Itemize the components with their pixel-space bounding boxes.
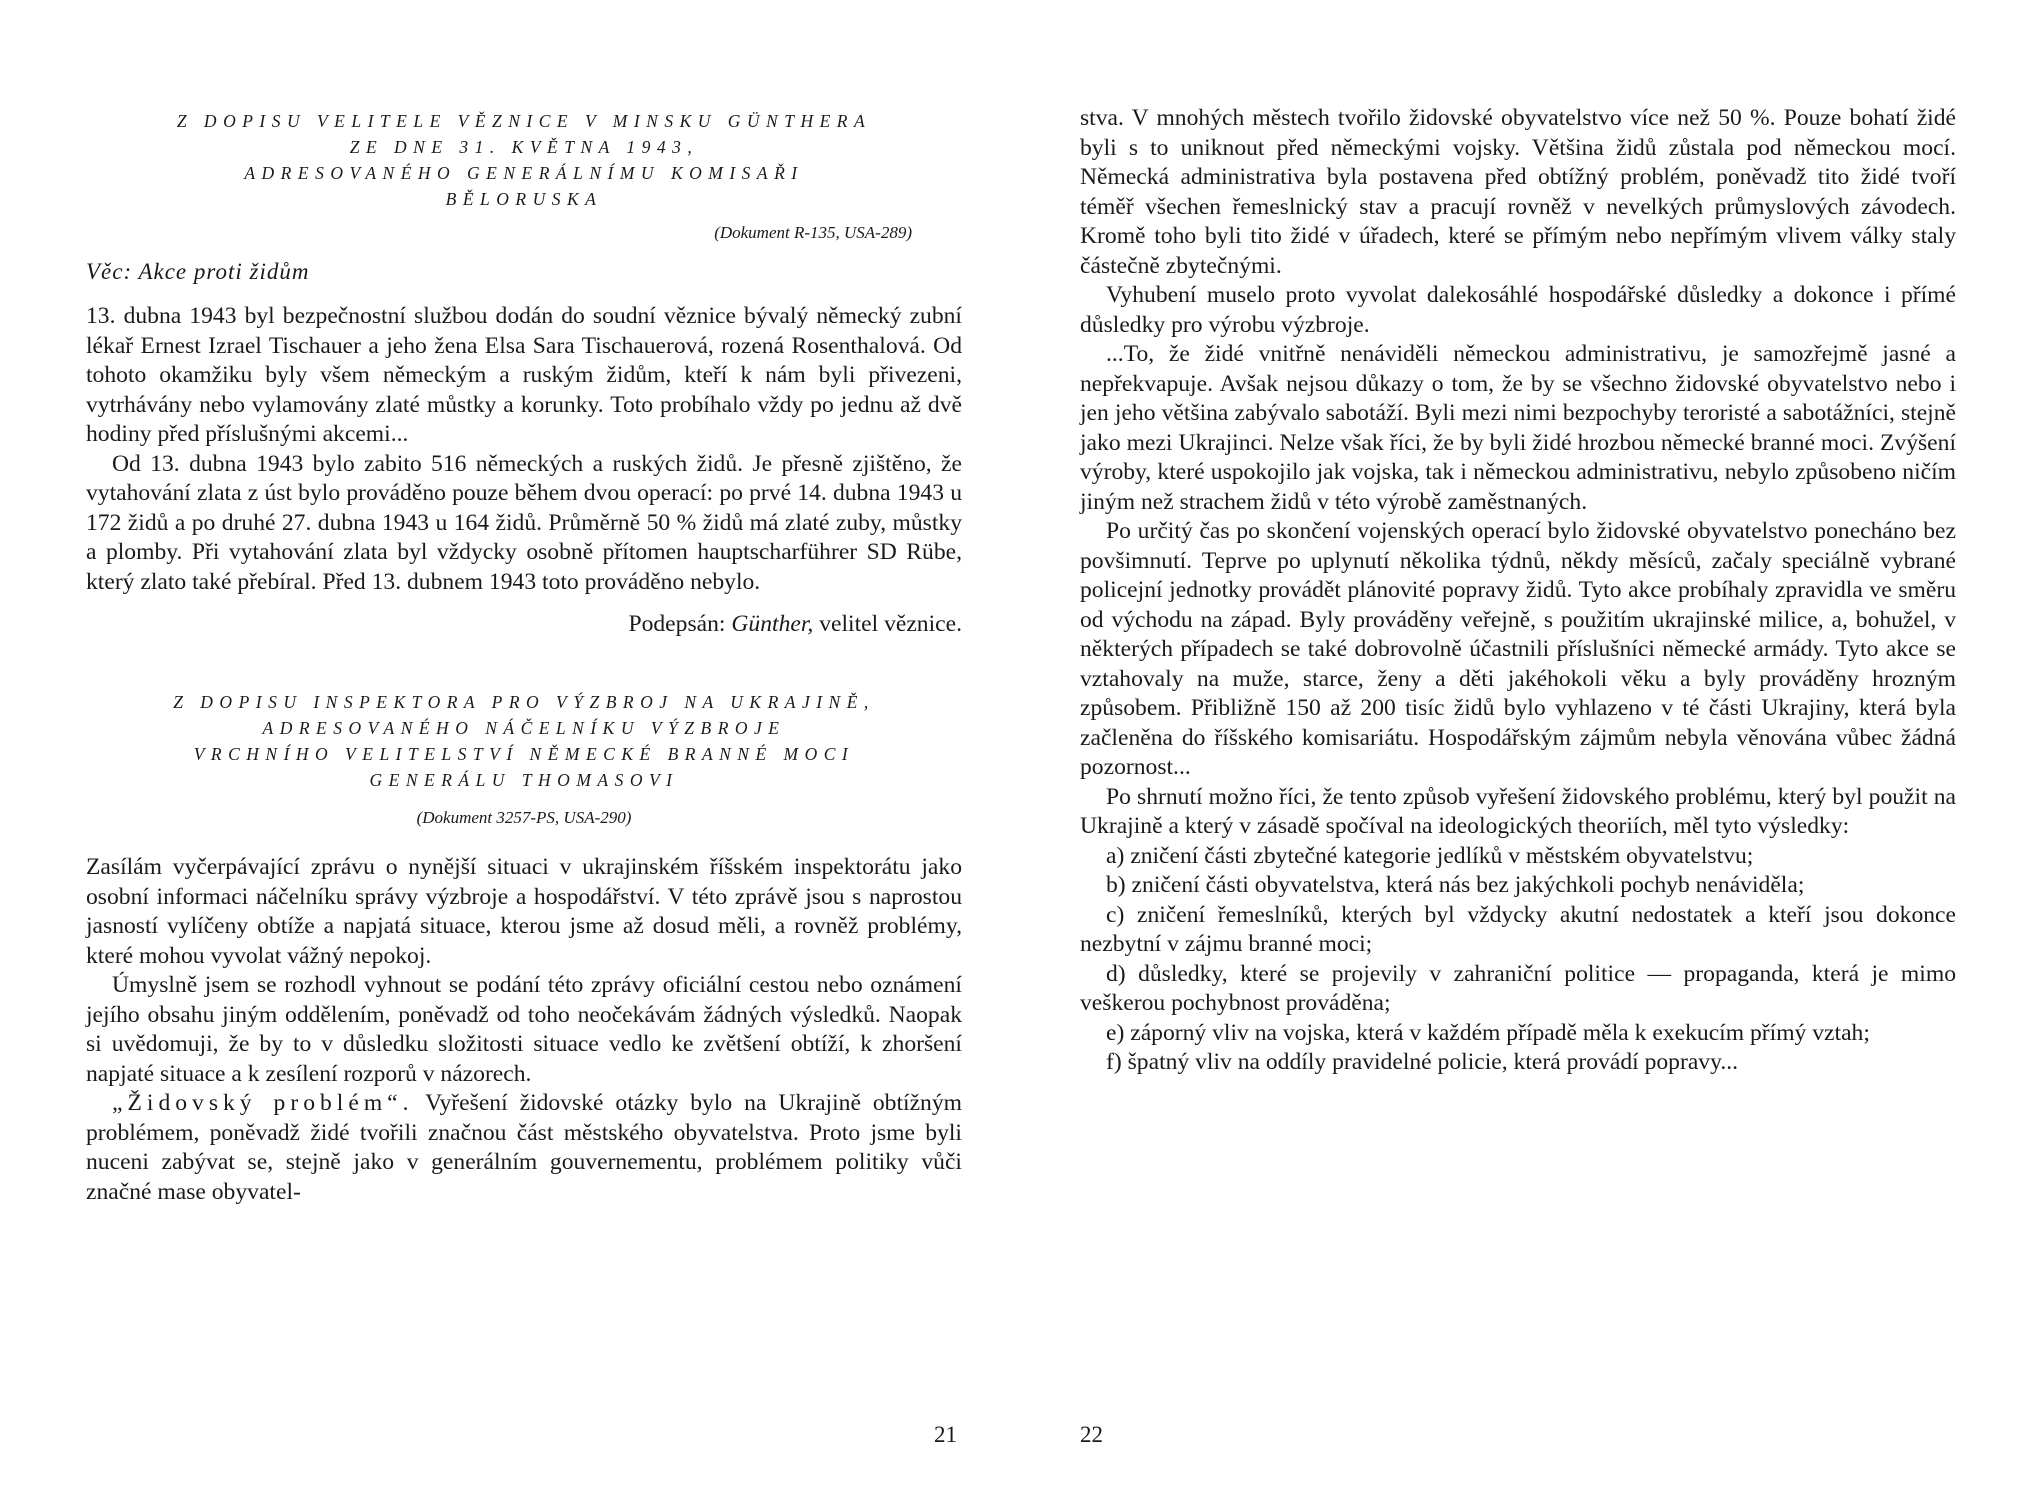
paragraph-text: Vyřešení židovské otázky bylo na Ukrajině obtížným problémem, poněvadž židé tvořili značnou část městského obyvatelstva. Proto jsme byli nuceni zabývat se, stejně jako v generálním gouvernementu, problémem politiky vůči značné mase obyvatel- (86, 1090, 962, 1205)
body-paragraph: Od 13. dubna 1943 bylo zabito 516 německých a ruských židů. Je přesně zjištěno, že vytahování zlata z úst bylo prováděno pouze během dvou operací: po prvé 14. dubna 1943 u 172 židů a po druhé 27. dubna 1943 u 164 židů. Průměrně 50 % židů má zlaté zuby, můstky a plomby. Při vytahování zlata byl vždycky osobně přítomen hauptscharführer SD Rübe, který zlato také přebíral. Před 13. dubnem 1943 toto prováděno nebylo. (86, 450, 962, 595)
heading-line: ADRESOVANÉHO NÁČELNÍKU VÝZBROJE (262, 718, 786, 738)
right-page (1080, 0, 1956, 1500)
left-page (86, 0, 962, 1500)
page-number-left: 21 (934, 1422, 957, 1447)
section2-heading (86, 689, 962, 793)
body-paragraph: stva. V mnohých městech tvořilo židovské obyvatelstvo více než 50 %. Pouze bohatí židé byli s to uniknout před německými vojsky. Většina židů zůstala pod německou mocí. Německá administrativa byla postavena před obtížný problém, poněvadž tito židé tvoří téměř všechen řemeslnický stav a pracují rovněž v nevelkých průmyslových závodech. Kromě toho byli tito židé v úřadech, které se přímým nebo nepřímým vlivem války staly částečně zbytečnými. (1080, 105, 1956, 279)
list-item: f) špatný vliv na oddíly pravidelné policie, která provádí popravy... (1106, 1049, 1739, 1075)
page-number-right: 22 (1080, 1422, 1103, 1447)
list-item: a) zničení části zbytečné kategorie jedlíků v městském obyvatelstvu; (1106, 842, 1754, 869)
section1-heading (86, 108, 962, 212)
body-paragraph: Zasílám vyčerpávající zprávu o nynější situaci v ukrajinském říšském inspektorátu jako osobní informaci náčelníku správy výzbroje a hospodářství. V této zprávě jsou s naprostou jasností vylíčeny obtíže a napjatá situace, kterou jsme až dosud měli, a rovněž problémy, které mohou vyvolat vážný nepokoj. (86, 854, 962, 969)
heading-line: Z DOPISU VELITELE VĚZNICE V MINSKU GÜNTHERA (176, 111, 872, 131)
signature-label: Podepsán: (628, 611, 726, 637)
list-item: d) důsledky, které se projevily v zahraniční politice — propaganda, která je mimo veškerou pochybnost prováděna; (1080, 960, 1956, 1016)
list-item: e) záporný vliv na vojska, která v každém případě měla k exekucím přímý vztah; (1106, 1019, 1870, 1046)
heading-line: ZE DNE 31. KVĚTNA 1943, (349, 137, 699, 157)
heading-line: BĚLORUSKA (445, 189, 603, 209)
list-item: b) zničení části obyvatelstva, která nás bez jakýchkoli pochyb nenáviděla; (1106, 872, 1805, 898)
body-paragraph: 13. dubna 1943 byl bezpečnostní službou dodán do soudní věznice bývalý německý zubní lékař Ernest Izrael Tischauer a jeho žena Elsa Sara Tischauerová, rozená Rosenthalová. Od tohoto okamžiku byly všem německým a ruským židům, kteří k nám byli přivezeni, vytrhávány nebo vylamovány zlaté můstky a korunky. Toto probíhalo vždy po jednu až dvě hodiny před příslušnými akcemi... (86, 303, 962, 447)
subject-line: Věc: Akce proti židům (86, 259, 310, 284)
signature-line (86, 609, 962, 639)
heading-line: VRCHNÍHO VELITELSTVÍ NĚMECKÉ BRANNÉ MOCI (193, 744, 855, 764)
document-reference: (Dokument 3257-PS, USA-290) (416, 808, 632, 827)
body-paragraph: Vyhubení muselo proto vyvolat dalekosáhlé hospodářské důsledky a dokonce i přímé důsledky pro výrobu výzbroje. (1080, 282, 1956, 338)
body-paragraph: Po určitý čas po skončení vojenských operací bylo židovské obyvatelstvo ponecháno bez povšimnutí. Teprve po uplynutí několika týdnů, někdy měsíců, začaly speciálně vybrané policejní jednotky provádět plánovité popravy židů. Tyto akce probíhaly zpravidla ve směru od východu na západ. Byly prováděny veřejně, s použitím ukrajinské milice, a, bohužel, v některých případech se také dobrovolně účastnili příslušníci německé armády. Tyto akce se vztahovaly na muže, starce, ženy a děti jakéhokoli věku a byly prováděny hrozným způsobem. Přibližně 150 až 200 tisíc židů bylo vyhlazeno v té části Ukrajiny, která byla začleněna do říšského komisariátu. Hospodářským zájmům nebyla věnována vůbec žádná pozornost... (1080, 518, 1956, 780)
body-paragraph: ...To, že židé vnitřně nenáviděli německou administrativu, je samozřejmě jasné a nepřekvapuje. Avšak nejsou důkazy o tom, že by se všechno židovské obyvatelstvo nebo i jen jeho většina zabývalo sabotáží. Byli mezi nimi bezpochyby teroristé a sabotážníci, stejně jako mezi Ukrajinci. Nelze však říci, že by byli židé hrozbou německé branné moci. Zvýšení výroby, které uspokojilo jak vojska, tak i německou administrativu, nebylo způsobeno ničím jiným než strachem židů v této výrobě zaměstnaných. (1080, 341, 1956, 515)
document-reference: (Dokument R-135, USA-289) (714, 223, 912, 242)
body-paragraph: Po shrnutí možno říci, že tento způsob vyřešení židovského problému, který byl použit na Ukrajině a který v zásadě spočíval na ideologických theoriích, měl tyto výsledky: (1080, 783, 1956, 839)
heading-line: GENERÁLU THOMASOVI (369, 770, 679, 790)
body-paragraph (86, 1089, 962, 1207)
signature-role: velitel věznice. (819, 611, 962, 637)
signature-name: Günther, (731, 611, 814, 637)
list-item: c) zničení řemeslníků, kterých byl vždycky akutní nedostatek a kteří jsou dokonce nezbytní v zájmu branné moci; (1080, 901, 1956, 957)
body-paragraph: Úmyslně jsem se rozhodl vyhnout se podání této zprávy oficiální cestou nebo oznámení jejího obsahu jiným oddělením, poněvadž od toho neočekávám žádných výsledků. Naopak si uvědomuji, že by to v důsledku složitosti situace vedlo ke zvětšení obtíží, k zhoršení napjaté situace a k zesílení rozporů v názorech. (86, 972, 962, 1087)
spaced-term: „Židovský problém“. (112, 1090, 414, 1116)
heading-line: Z DOPISU INSPEKTORA PRO VÝZBROJ NA UKRAJINĚ, (173, 692, 875, 712)
heading-line: ADRESOVANÉHO GENERÁLNÍMU KOMISAŘI (244, 163, 804, 183)
